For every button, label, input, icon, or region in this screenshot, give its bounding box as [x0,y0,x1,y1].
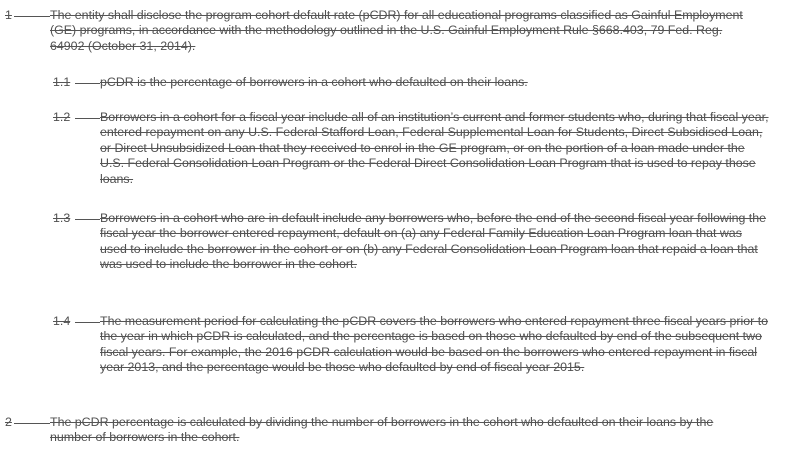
clause-number: 2 [5,415,12,429]
subclause-number: 1.3 [53,211,71,225]
subclause-1-1 [53,75,773,93]
strike-gap [75,83,100,84]
subclause-number: 1.1 [53,75,71,89]
clause-1 [5,8,790,56]
subclause-text: pCDR is the percentage of borrowers in a cohort who defaulted on their loans. [100,75,528,89]
clause-text: The entity shall disclose the program cohort default rate (pCDR) for all educational programs classified as Gainful Employment (GE) programs, in accordance with the methodology outlined in the U.S. Gainful Employment Rule §668.403, 79 Fed. Reg. 64902 (October 31, 2014). [50,8,743,53]
strike-gap [75,219,100,220]
subclause-text: Borrowers in a cohort for a fiscal year include all of an institution’s current and former students who, during that fiscal year, entered repayment on any U.S. Federal Stafford Loan, Federal Supplemental Loan for Students, Direct Subsidised Loan, or Direct Unsubsidized Loan that they received to enrol in the GE program, or on the portion of a loan made under the U.S. Federal Consolidation Loan Program or the Federal Direct Consolidation Loan Program that is used to repay those loans. [100,110,769,186]
clause-2 [5,415,790,449]
subclause-number: 1.4 [53,314,71,328]
subclause-1-4 [53,314,773,394]
strike-gap [75,322,100,323]
subclause-number: 1.2 [53,110,71,124]
clause-text: The pCDR percentage is calculated by dividing the number of borrowers in the cohort who defaulted on their loans by the number of borrowers in the cohort. [50,415,714,445]
subclause-text: Borrowers in a cohort who are in default include any borrowers who, before the end of the second fiscal year following the fiscal year the borrower entered repayment, default on (a) any Federal Family Education Loan Program loan that was used to include the borrower in the cohort or on (b) any Federal Consolidation Loan Program loan that repaid a loan that was used to include the borrower in the cohort. [100,211,767,272]
subclause-1-2 [53,110,773,190]
strike-gap [14,16,50,17]
subclause-text: The measurement period for calculating the pCDR covers the borrowers who entered repayment three fiscal years prior to the year in which pCDR is calculated, and the percentage is based on those who defaulted by end of the subsequent two fiscal years. For example, the 2016 pCDR calculation would be based on the borrowers who entered repayment in fiscal year 2013, and the percentage would be those who defaulted by end of fiscal year 2015. [100,314,769,375]
subclause-1-3 [53,211,773,291]
strike-gap [75,118,100,119]
clause-number: 1 [5,8,12,22]
strike-gap [14,423,50,424]
